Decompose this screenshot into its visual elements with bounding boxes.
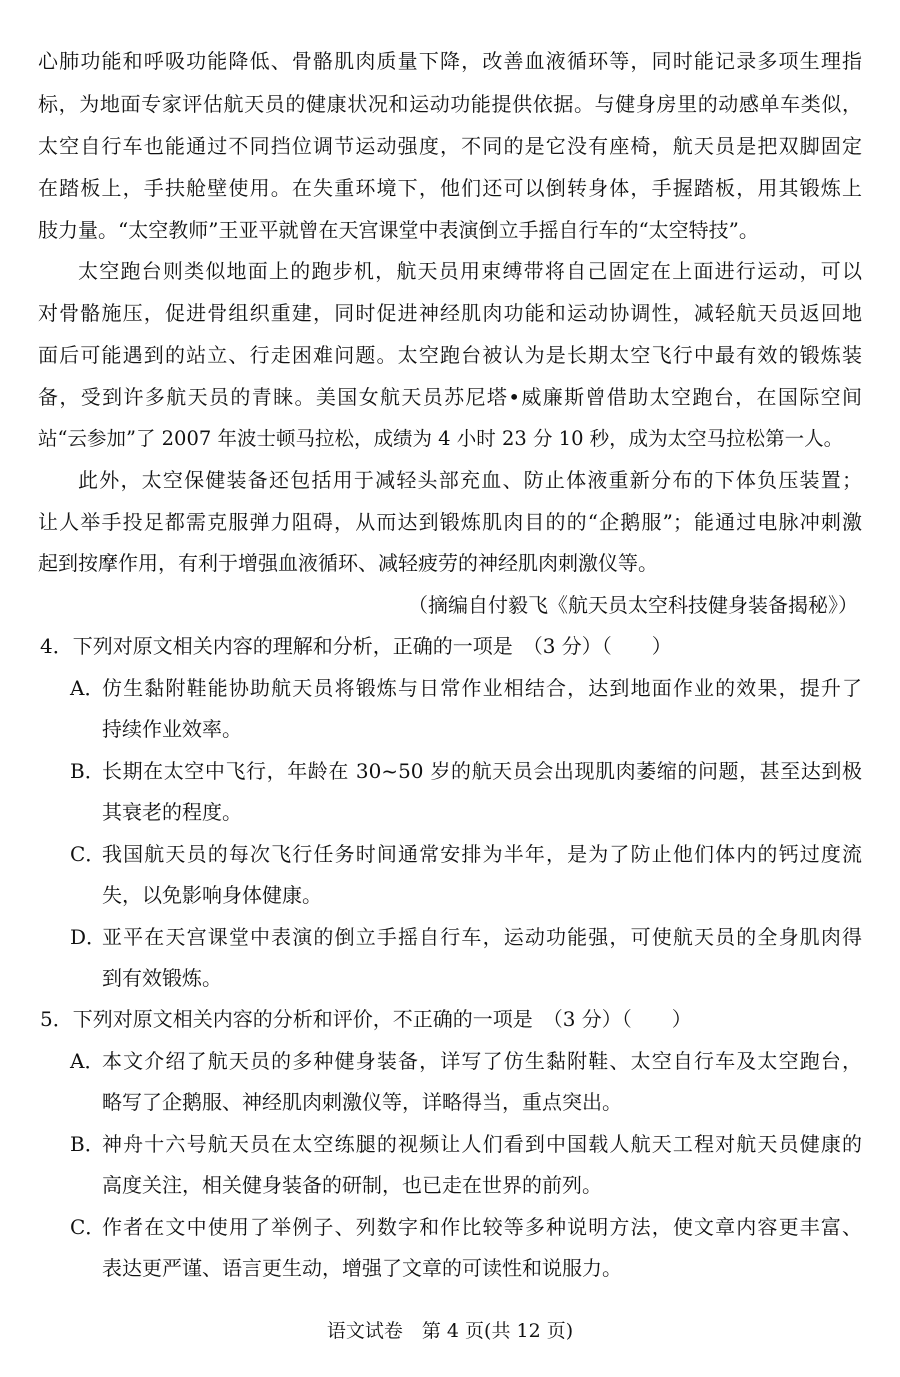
option-text: 仿生黏附鞋能协助航天员将锻炼与日常作业相结合，达到地面作业的效果，提升了 bbox=[102, 676, 862, 700]
passage-line: 备，受到许多航天员的青睐。美国女航天员苏尼塔•威廉斯曾借助太空跑台，在国际空间 bbox=[38, 385, 862, 409]
option-text: 到有效锻炼。 bbox=[102, 966, 222, 990]
passage-line: 心肺功能和呼吸功能降低、骨骼肌肉质量下降，改善血液循环等，同时能记录多项生理指 bbox=[38, 49, 862, 73]
passage-line: 面后可能遇到的站立、行走困难问题。太空跑台被认为是长期太空飞行中最有效的锻炼装 bbox=[38, 343, 862, 367]
passage-line: 让人举手投足都需克服弹力阻碍，从而达到锻炼肌肉目的的“企鹅服”；能通过电脉冲刺激 bbox=[38, 510, 862, 534]
passage-line: 在踏板上，手扶舱壁使用。在失重环境下，他们还可以倒转身体，手握踏板，用其锻炼上 bbox=[38, 176, 862, 200]
option-letter: B． bbox=[70, 1132, 105, 1156]
passage-line: 起到按摩作用，有利于增强血液循环、减轻疲劳的神经肌肉刺激仪等。 bbox=[38, 551, 658, 575]
option-text: 略写了企鹅服、神经肌肉刺激仪等，详略得当，重点突出。 bbox=[102, 1090, 622, 1114]
option-text: 神舟十六号航天员在太空练腿的视频让人们看到中国载人航天工程对航天员健康的 bbox=[102, 1132, 862, 1156]
passage-line: 太空自行车也能通过不同挡位调节运动强度，不同的是它没有座椅，航天员是把双脚固定 bbox=[38, 134, 862, 158]
option-text: 表达更严谨、语言更生动，增强了文章的可读性和说服力。 bbox=[102, 1256, 622, 1280]
option-text: 本文介绍了航天员的多种健身装备，详写了仿生黏附鞋、太空自行车及太空跑台， bbox=[102, 1049, 862, 1073]
option-text: 高度关注，相关健身装备的研制，也已走在世界的前列。 bbox=[102, 1173, 602, 1197]
option-text: 长期在太空中飞行，年龄在 30~50 岁的航天员会出现肌肉萎缩的问题，甚至达到极 bbox=[102, 759, 862, 783]
passage-line: 站“云参加”了 2007 年波士顿马拉松，成绩为 4 小时 23 分 10 秒，成为太空马拉松第一人。 bbox=[38, 427, 844, 450]
option-text: 失，以免影响身体健康。 bbox=[102, 883, 322, 907]
option-letter: A． bbox=[70, 1049, 105, 1073]
option-text: 其衰老的程度。 bbox=[102, 800, 242, 824]
option-text: 亚平在天宫课堂中表演的倒立手摇自行车，运动功能强，可使航天员的全身肌肉得 bbox=[102, 925, 862, 949]
passage-line: 太空跑台则类似地面上的跑步机，航天员用束缚带将自己固定在上面进行运动，可以 bbox=[78, 259, 862, 283]
option-letter: A． bbox=[70, 676, 105, 700]
option-letter: C． bbox=[70, 842, 106, 866]
option-text: 持续作业效率。 bbox=[102, 717, 242, 741]
passage-source: （摘编自付毅飞《航天员太空科技健身装备揭秘》） bbox=[408, 593, 858, 617]
option-text: 我国航天员的每次飞行任务时间通常安排为半年，是为了防止他们体内的钙过度流 bbox=[102, 842, 862, 866]
option-letter: B． bbox=[70, 759, 105, 783]
page-footer: 语文试卷 第 4 页(共 12 页) bbox=[326, 1320, 574, 1342]
option-letter: C． bbox=[70, 1215, 106, 1239]
passage-line: 标，为地面专家评估航天员的健康状况和运动功能提供依据。与健身房里的动感单车类似， bbox=[38, 92, 862, 116]
passage-line: 对骨骼施压，促进骨组织重建，同时促进神经肌肉功能和运动协调性，减轻航天员返回地 bbox=[38, 301, 862, 325]
option-letter: D． bbox=[70, 925, 107, 949]
passage-line: 肢力量。“太空教师”王亚平就曾在天宫课堂中表演倒立手摇自行车的“太空特技”。 bbox=[38, 218, 759, 242]
question-stem: 5．下列对原文相关内容的分析和评价，不正确的一项是 （3 分）（ ） bbox=[40, 1007, 692, 1031]
option-text: 作者在文中使用了举例子、列数字和作比较等多种说明方法，使文章内容更丰富、 bbox=[102, 1215, 862, 1239]
question-stem: 4．下列对原文相关内容的理解和分析，正确的一项是 （3 分）（ ） bbox=[40, 634, 672, 658]
passage-line: 此外，太空保健装备还包括用于减轻头部充血、防止体液重新分布的下体负压装置； bbox=[78, 468, 862, 492]
